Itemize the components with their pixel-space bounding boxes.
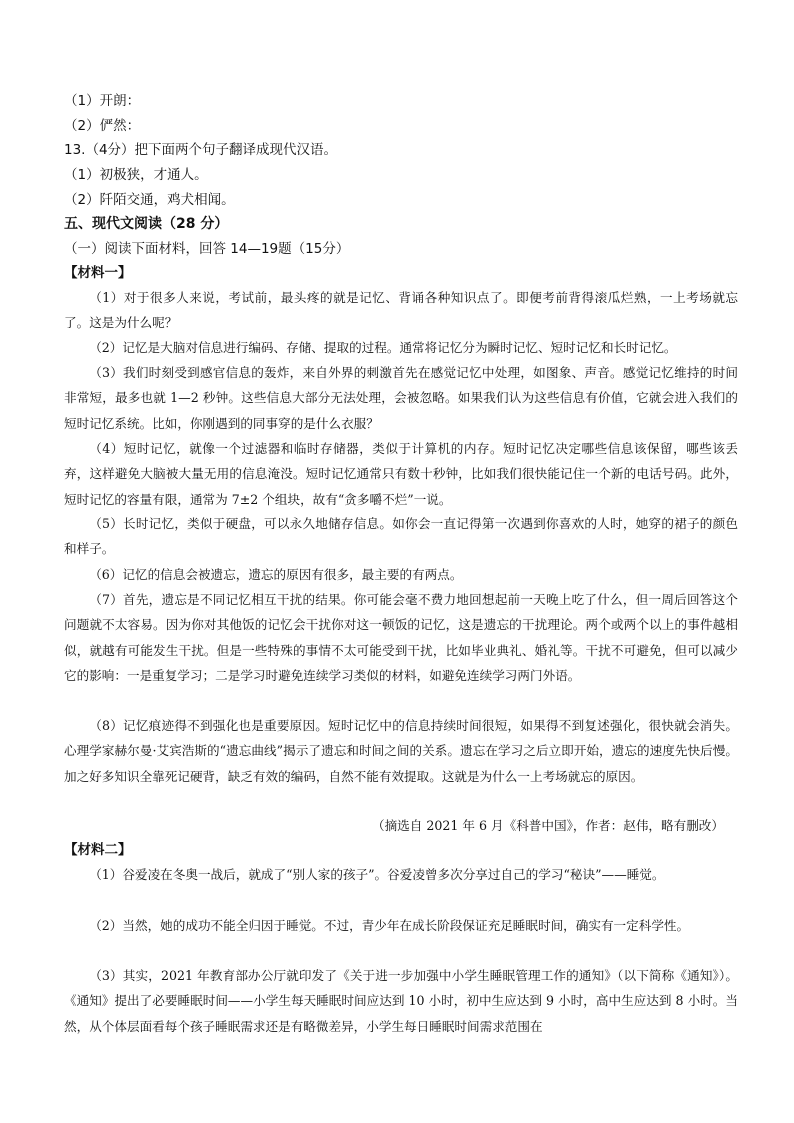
material-1-paragraph-5: （5）长时记忆，类似于硬盘，可以永久地储存信息。如你会一直记得第一次遇到你喜欢的人时，她穿的裙子的颜色和样子。 — [64, 516, 738, 557]
material-1-paragraph-2: （2）记忆是大脑对信息进行编码、存储、提取的过程。通常将记忆分为瞬时记忆、短时记忆和长时记忆。 — [89, 340, 677, 355]
material-2-paragraph-2: （2）当然，她的成功不能全归因于睡觉。不过，青少年在成长阶段保证充足睡眠时间，确实有一定科学性。 — [89, 918, 690, 933]
section-sub-heading: （一）阅读下面材料，回答 14—19题（15分） — [64, 241, 350, 257]
q12-item-2: （2）俨然： — [64, 118, 141, 134]
q13-item-2: （2）阡陌交通，鸡犬相闻。 — [64, 192, 235, 208]
q12-item-1: （1）开朗： — [64, 93, 141, 109]
material-1-source: （摘选自 2021 年 6 月《科普中国》，作者：赵伟，略有删改） — [371, 818, 724, 833]
material-1-paragraph-1: （1）对于很多人来说，考试前，最头疼的就是记忆、背诵各种知识点了。即便考前背得滚瓜烂熟，一上考场就忘了。这是为什么呢？ — [64, 290, 738, 331]
material-1-paragraph-4: （4）短时记忆，就像一个过滤器和临时存储器，类似于计算机的内存。短时记忆决定哪些信息该保留，哪些该丢弃，这样避免大脑被大量无用的信息淹没。短时记忆通常只有数十秒钟，比如我们很快能记住一个新的电话号码。此外，短时记忆的容量有限，通常为 7±2 个组块，故有“贪多嚼不烂”一说。 — [64, 441, 738, 507]
material-1-paragraph-6: （6）记忆的信息会被遗忘，遗忘的原因有很多，最主要的有两点。 — [89, 567, 463, 582]
material-1-label: 【材料一】 — [64, 265, 132, 281]
q13-item-1: （1）初极狭，才通人。 — [64, 167, 208, 183]
section-heading: 五、现代文阅读（28 分） — [64, 216, 229, 232]
material-2-paragraph-3: （3）其实，2021 年教育部办公厅就印发了《关于进一步加强中小学生睡眠管理工作的通知》（以下简称《通知》）。《通知》提出了必要睡眠时间——小学生每天睡眠时间应达到 10 小时，初中生应达到 9 小时，高中生应达到 8 小时。当然，从个体层面看每个孩子睡眠需求还是有略微差异，小学生每日睡眠时间需求范围在 — [64, 968, 738, 1034]
q13-title: 13.（4分）把下面两个句子翻译成现代汉语。 — [64, 142, 338, 158]
material-1-paragraph-7: （7）首先，遗忘是不同记忆相互干扰的结果。你可能会毫不费力地回想起前一天晚上吃了什么，但一周后回答这个问题就不太容易。因为你对其他饭的记忆会干扰你对这一顿饭的记忆，这是遗忘的干扰理论。两个或两个以上的事件越相似，就越有可能发生干扰。但是一些特殊的事情不太可能受到干扰，比如毕业典礼、婚礼等。干扰不可避免，但可以减少它的影响：一是重复学习；二是学习时避免连续学习类似的材料，如避免连续学习两门外语。 — [64, 592, 738, 683]
material-1-paragraph-3: （3）我们时刻受到感官信息的轰炸，来自外界的刺激首先在感觉记忆中处理，如图象、声音。感觉记忆维持的时间非常短，最多也就 1—2 秒钟。这些信息大部分无法处理，会被忽略。如果我们认为这些信息有价值，它就会进入我们的短时记忆系统。比如，你刚遇到的同事穿的是什么衣服？ — [64, 365, 738, 431]
material-2-paragraph-1: （1）谷爱凌在冬奥一战后，就成了“别人家的孩子”。谷爱凌曾多次分享过自己的学习“秘诀”——睡觉。 — [89, 867, 665, 882]
material-1-paragraph-8: （8）记忆痕迹得不到强化也是重要原因。短时记忆中的信息持续时间很短，如果得不到复述强化，很快就会消失。心理学家赫尔曼·艾宾浩斯的“遗忘曲线”揭示了遗忘和时间之间的关系。遗忘在学习之后立即开始，遗忘的速度先快后慢。加之好多知识全靠死记硬背，缺乏有效的编码，自然不能有效提取。这就是为什么一上考场就忘的原因。 — [64, 718, 738, 784]
material-2-label: 【材料二】 — [64, 842, 132, 858]
